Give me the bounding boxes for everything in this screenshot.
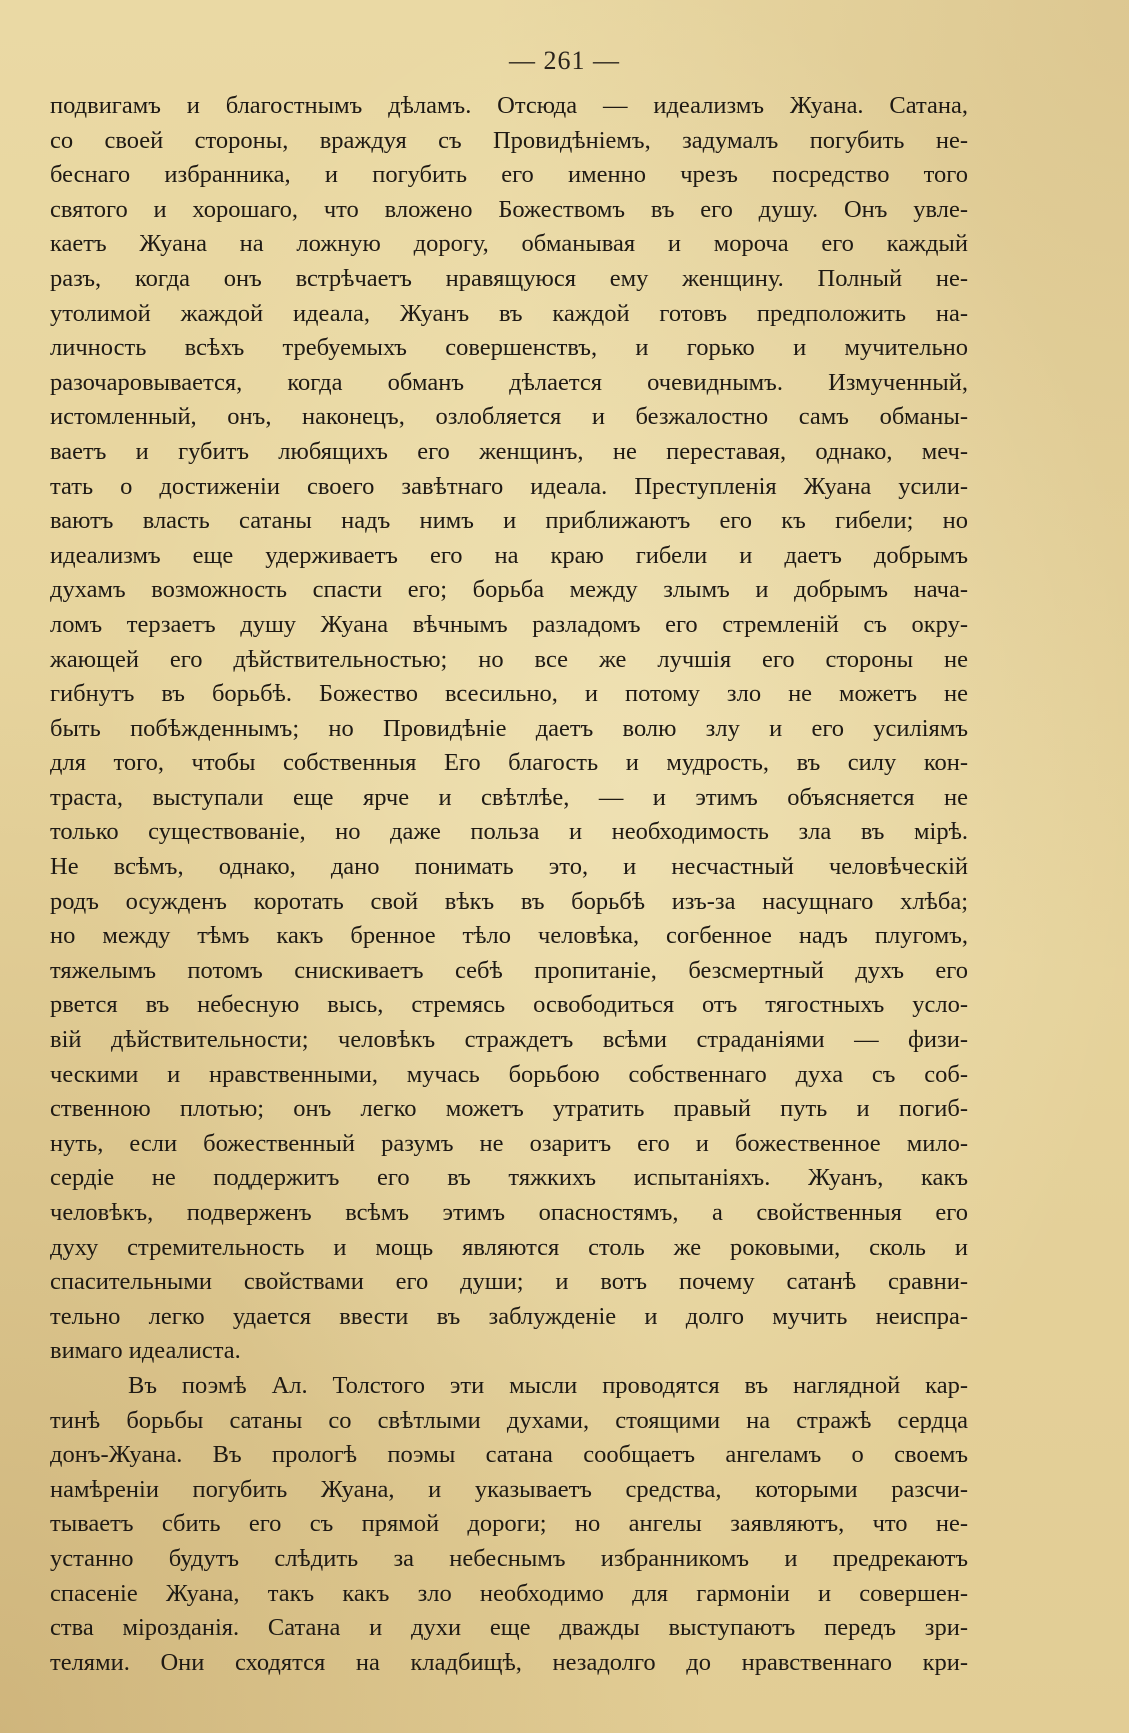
- text-line: намѣреніи погубить Жуана, и указываетъ средства, которыми разсчи-: [50, 1475, 968, 1503]
- text-line: разъ, когда онъ встрѣчаетъ нравящуюся ему женщину. Полный не-: [50, 264, 968, 292]
- text-line: спасительными свойствами его души; и вотъ почему сатанѣ сравни-: [50, 1268, 968, 1296]
- text-line: Не всѣмъ, однако, дано понимать это, и несчастный человѣческій: [50, 853, 968, 881]
- text-line: тываетъ сбить его съ прямой дороги; но ангелы заявляютъ, что не-: [50, 1510, 968, 1538]
- text-line: личность всѣхъ требуемыхъ совершенствъ, и горько и мучительно: [50, 334, 968, 362]
- page-number: — 261 —: [509, 46, 620, 75]
- text-line: нуть, если божественный разумъ не озаритъ его и божественное мило-: [50, 1129, 968, 1157]
- text-line: Въ поэмѣ Ал. Толстого эти мысли проводятся въ наглядной кар-: [128, 1371, 968, 1399]
- text-line: тать о достиженіи своего завѣтнаго идеала. Преступленія Жуана усили-: [50, 472, 968, 500]
- text-line: ваютъ власть сатаны надъ нимъ и приближаютъ его къ гибели; но: [50, 507, 968, 535]
- text-line: тельно легко удается ввести въ заблужденіе и долго мучить неиспра-: [50, 1302, 968, 1330]
- text-line: для того, чтобы собственныя Его благость и мудрость, въ силу кон-: [50, 749, 968, 777]
- text-line: донъ-Жуана. Въ прологѣ поэмы сатана сообщаетъ ангеламъ о своемъ: [50, 1441, 968, 1469]
- text-line: ства мірозданія. Сатана и духи еще дважды выступаютъ передъ зри-: [50, 1614, 968, 1642]
- text-line: вимаго идеалиста.: [50, 1337, 241, 1365]
- text-line: со своей стороны, враждуя съ Провидѣніемъ, задумалъ погубить не-: [50, 126, 968, 154]
- text-line: подвигамъ и благостнымъ дѣламъ. Отсюда — идеализмъ Жуана. Сатана,: [50, 92, 968, 119]
- text-line: жающей его дѣйствительностью; но все же лучшія его стороны не: [50, 645, 968, 673]
- text-line: ческими и нравственными, мучась борьбою собственнаго духа съ соб-: [50, 1060, 968, 1088]
- text-line: траста, выступали еще ярче и свѣтлѣе, — и этимъ объясняется не: [50, 783, 968, 811]
- text-line: только существованіе, но даже польза и необходимость зла въ мірѣ.: [50, 818, 968, 846]
- text-line: ственною плотью; онъ легко можетъ утратить правый путь и погиб-: [50, 1095, 968, 1123]
- text-line: сердіе не поддержитъ его въ тяжкихъ испытаніяхъ. Жуанъ, какъ: [50, 1164, 968, 1192]
- text-line: телями. Они сходятся на кладбищѣ, незадолго до нравственнаго кри-: [50, 1648, 968, 1676]
- text-line: разочаровывается, когда обманъ дѣлается очевиднымъ. Измученный,: [50, 368, 968, 396]
- text-line: человѣкъ, подверженъ всѣмъ этимъ опасностямъ, а свойственныя его: [50, 1199, 968, 1226]
- text-line: но между тѣмъ какъ бренное тѣло человѣка, согбенное надъ плугомъ,: [50, 922, 968, 950]
- text-line: спасеніе Жуана, такъ какъ зло необходимо для гармоніи и совершен-: [50, 1579, 968, 1607]
- text-line: вій дѣйствительности; человѣкъ страждетъ всѣми страданіями — физи-: [50, 1026, 968, 1054]
- text-line: тинѣ борьбы сатаны со свѣтлыми духами, стоящими на стражѣ сердца: [50, 1406, 968, 1434]
- text-line: родъ осужденъ коротать свой вѣкъ въ борьбѣ изъ-за насущнаго хлѣба;: [50, 887, 968, 915]
- text-line: гибнутъ въ борьбѣ. Божество всесильно, и потому зло не можетъ не: [50, 680, 968, 708]
- text-line: истомленный, онъ, наконецъ, озлобляется и безжалостно самъ обманы-: [50, 403, 968, 431]
- text-line: ваетъ и губитъ любящихъ его женщинъ, не переставая, однако, меч-: [50, 437, 968, 465]
- text-line: ломъ терзаетъ душу Жуана вѣчнымъ разладомъ его стремленій съ окру-: [50, 610, 968, 638]
- text-line: тяжелымъ потомъ снискиваетъ себѣ пропитаніе, безсмертный духъ его: [50, 956, 968, 984]
- text-line: святого и хорошаго, что вложено Божествомъ въ его душу. Онъ увле-: [50, 195, 968, 223]
- text-line: быть побѣжденнымъ; но Провидѣніе даетъ волю злу и его усиліямъ: [50, 714, 968, 742]
- text-line: беснаго избранника, и погубить его именно чрезъ посредство того: [50, 161, 968, 189]
- text-line: рвется въ небесную высь, стремясь освободиться отъ тягостныхъ усло-: [50, 991, 968, 1019]
- body-text: [50, 89, 968, 1680]
- text-line: утолимой жаждой идеала, Жуанъ въ каждой готовъ предположить на-: [50, 299, 968, 327]
- text-line: каетъ Жуана на ложную дорогу, обманывая и мороча его каждый: [50, 230, 968, 258]
- text-line: устанно будутъ слѣдить за небеснымъ избранникомъ и предрекаютъ: [50, 1544, 968, 1572]
- text-line: духу стремительность и мощь являются столь же роковыми, сколь и: [50, 1233, 968, 1261]
- text-line: идеализмъ еще удерживаетъ его на краю гибели и даетъ добрымъ: [50, 541, 968, 569]
- text-line: духамъ возможность спасти его; борьба между злымъ и добрымъ нача-: [50, 576, 968, 604]
